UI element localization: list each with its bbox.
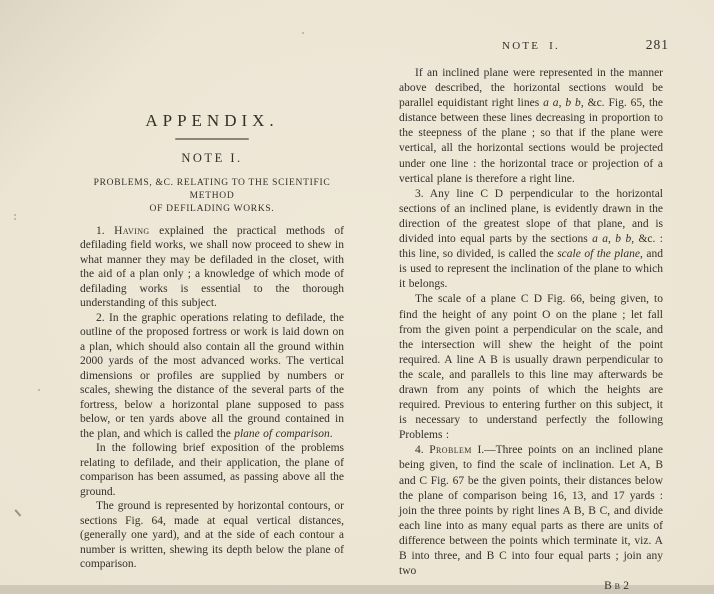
paragraph: If an inclined plane were represented in the manner above described, the horizontal sections would be parallel equidistant right lines a a, b b, &c. Fig. 65, the distance between these lines decreasing in proportion to the steepness of the plane ; so that if the plane were vertical, all the horizontal sections would be projected under one line : the horizontal trace or projection of a vertical plane is therefore a right line.	[399, 67, 663, 185]
right-page	[399, 37, 669, 594]
signature-mark: B b 2	[604, 580, 629, 593]
page-number: 281	[645, 37, 669, 52]
scan-artifact-dot	[38, 389, 40, 391]
scan-artifact-dot	[302, 32, 304, 34]
running-header: NOTE I.	[502, 40, 560, 52]
note-heading: NOTE I.	[181, 151, 243, 165]
subtitle-line-1: PROBLEMS, &C. RELATING TO THE SCIENTIFIC METHOD	[93, 177, 331, 201]
left-page	[80, 112, 344, 572]
appendix-heading: APPENDIX.	[145, 111, 279, 130]
scan-artifact-colon	[14, 214, 16, 216]
paragraph: The ground is represented by horizontal contours, or sections Fig. 64, made at equal vertical distances, (generally one yard), and at the side of each contour a number is written, shewing its depth below the plane of comparison.	[80, 500, 344, 570]
subtitle-line-2: OF DEFILADING WORKS.	[149, 203, 275, 214]
paragraph: 1. Having explained the practical methods of defilading field works, we shall now proceed to shew in what manner they may be defiladed in the closet, with the aid of a plan only ; a knowledge of which mode of defilading works is essential to the thorough understanding of this subject.	[80, 224, 345, 309]
section-subtitle	[80, 177, 344, 216]
paragraph: 4. Problem I.—Three points on an inclined plane being given, to find the scale of inclination. Let A, B and C Fig. 67 be the given points, their distances below the plane of comparison being 16, 13, and 17 yards : join the three points by right lines A B, B C, and divide each line into as many equal parts as there are units of difference between the points which terminate it, viz. A B into three, and B C into four equal parts ; join any two	[399, 444, 664, 578]
paragraph: In the following brief exposition of the problems relating to defilade, and their application, the plane of comparison has been assumed, as passing above all the ground.	[80, 442, 344, 498]
page-header	[399, 37, 669, 53]
paragraph: The scale of a plane C D Fig. 66, being given, to find the height of any point O on the plane ; let fall from the given point a perpendicular on the scale, and the intersection will shew the height of the point required. A line A B is usually drawn perpendicular to the scale, and parallels to this line may afterwards be drawn from any points of which the heights are required. Previous to entering further on this subject, it is necessary to understand perfectly the following Problems :	[399, 293, 663, 442]
left-page-body	[80, 224, 344, 572]
paragraph: 3. Any line C D perpendicular to the horizontal sections of an inclined plane, is evidently drawn in the direction of the greatest slope of that plane, and is divided into equal parts by the sections a a, b b, &c. : this line, so divided, is called the scale of the plane, and is used to represent the inclination of the plane to which it belongs.	[399, 187, 663, 291]
heading-rule-divider	[175, 138, 249, 140]
paragraph: 2. In the graphic operations relating to defilade, the outline of the proposed fortress or work is laid down on a plan, which should also contain all the ground within 2000 yards of the most advanced works. The vertical dimensions or profiles are supplied by numbers or scales, shewing the distance of the several parts of the fortress, below a horizontal plane supposed to pass below, or ten yards above all the ground contained in the plan, and which is called the plane of comparison.	[80, 311, 344, 440]
scan-artifact-stroke	[15, 509, 22, 516]
right-page-body	[399, 66, 663, 579]
